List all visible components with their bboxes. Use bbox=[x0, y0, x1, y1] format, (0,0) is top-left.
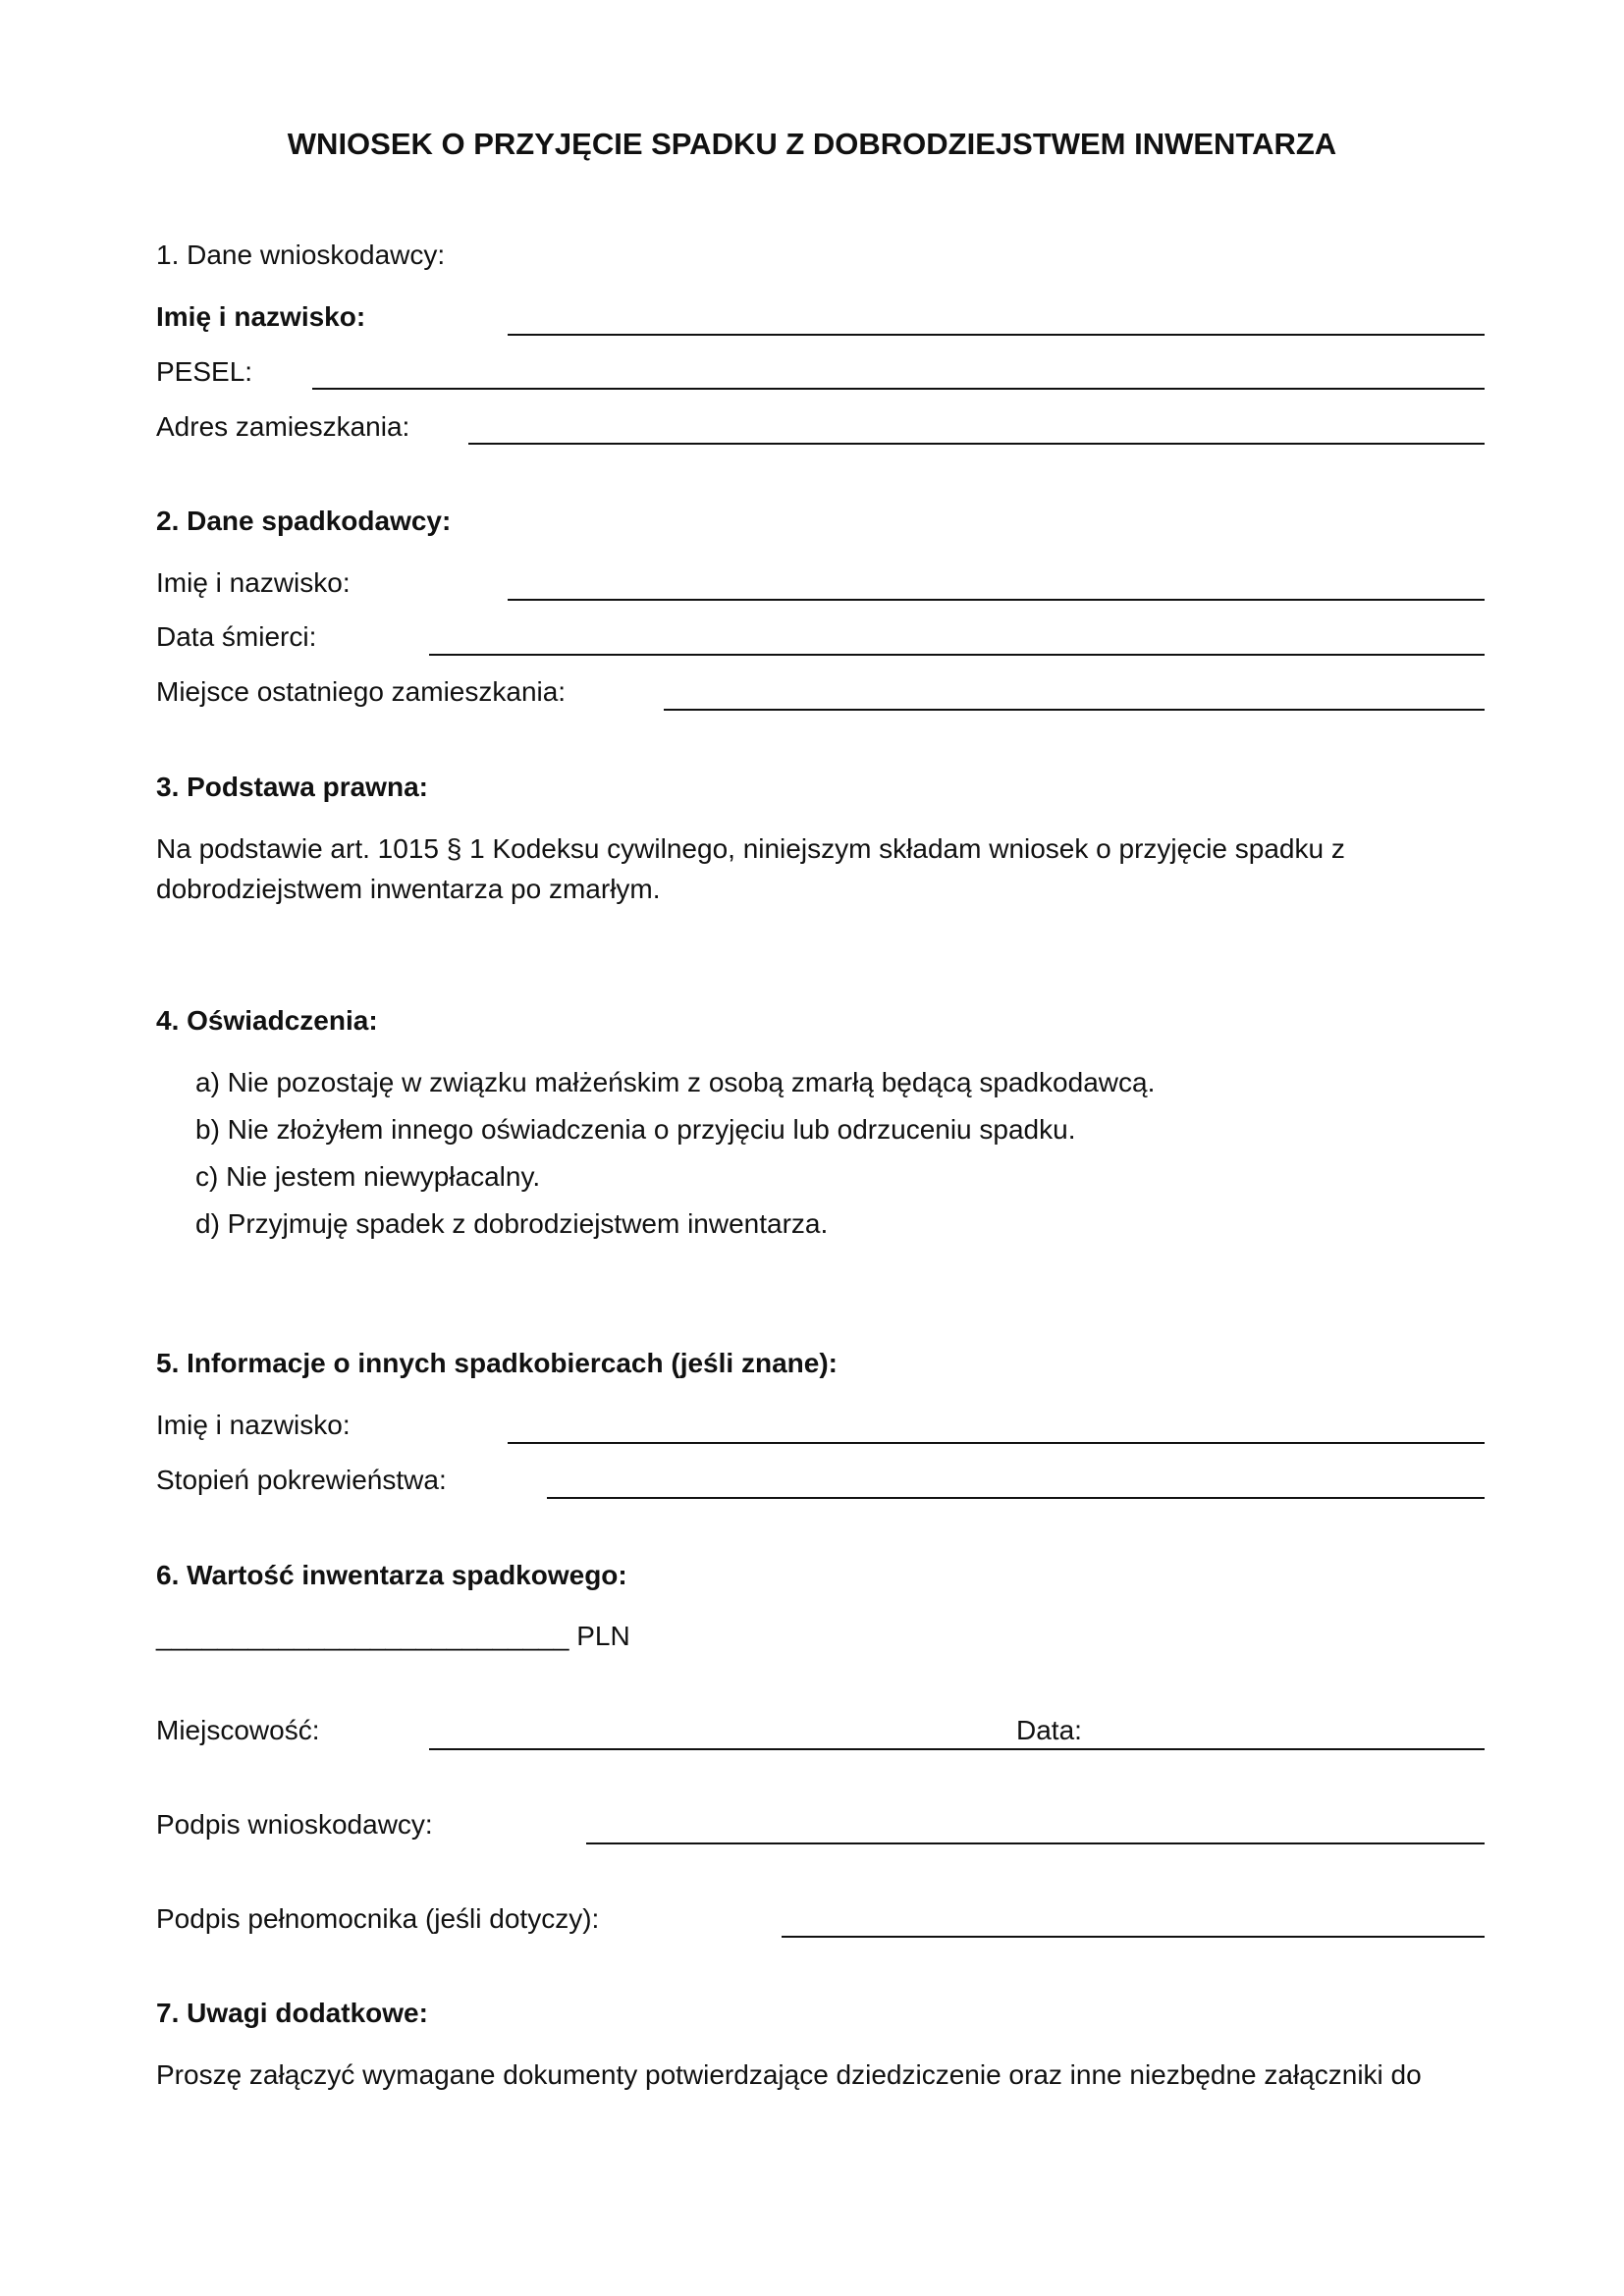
section4-heading: 4. Oświadczenia: bbox=[156, 1005, 378, 1036]
applicant-signature-label: Podpis wnioskodawcy: bbox=[156, 1809, 433, 1840]
declaration-item: c) Nie jestem niewypłacalny. bbox=[195, 1161, 541, 1192]
kinship-degree-field[interactable] bbox=[547, 1497, 1485, 1499]
death-date-label: Data śmierci: bbox=[156, 621, 317, 652]
declaration-item: b) Nie złożyłem innego oświadczenia o przyjęciu lub odrzuceniu spadku. bbox=[195, 1114, 1076, 1145]
legal-basis-text-line2: dobrodziejstwem inwentarza po zmarłym. bbox=[156, 874, 661, 904]
section2-heading: 2. Dane spadkodawcy: bbox=[156, 506, 452, 536]
date-label: Data: bbox=[1016, 1715, 1082, 1745]
declaration-item: a) Nie pozostaję w związku małżeńskim z osobą zmarłą będącą spadkodawcą. bbox=[195, 1067, 1156, 1097]
section7-heading: 7. Uwagi dodatkowe: bbox=[156, 1998, 428, 2028]
section3-heading: 3. Podstawa prawna: bbox=[156, 772, 428, 802]
section1-heading: 1. Dane wnioskodawcy: bbox=[156, 240, 446, 270]
other-heir-name-field[interactable] bbox=[508, 1442, 1485, 1444]
declaration-item: d) Przyjmuję spadek z dobrodziejstwem inwentarza. bbox=[195, 1208, 829, 1239]
applicant-pesel-field[interactable] bbox=[312, 388, 1485, 390]
additional-notes-text: Proszę załączyć wymagane dokumenty potwierdzające dziedziczenie oraz inne niezbędne załączniki do bbox=[156, 2059, 1422, 2090]
decedent-name-field[interactable] bbox=[508, 599, 1485, 601]
section5-heading: 5. Informacje o innych spadkobiercach (jeśli znane): bbox=[156, 1348, 838, 1378]
other-heir-name-label: Imię i nazwisko: bbox=[156, 1410, 351, 1440]
decedent-name-label: Imię i nazwisko: bbox=[156, 567, 351, 598]
place-date-field[interactable] bbox=[429, 1748, 1485, 1750]
applicant-signature-field[interactable] bbox=[586, 1842, 1485, 1844]
kinship-degree-label: Stopień pokrewieństwa: bbox=[156, 1465, 447, 1495]
last-residence-label: Miejsce ostatniego zamieszkania: bbox=[156, 676, 567, 707]
applicant-name-label: Imię i nazwisko: bbox=[156, 301, 366, 332]
death-date-field[interactable] bbox=[429, 654, 1485, 656]
section6-heading: 6. Wartość inwentarza spadkowego: bbox=[156, 1560, 627, 1590]
legal-basis-text-line1: Na podstawie art. 1015 § 1 Kodeksu cywilnego, niniejszym składam wniosek o przyjęcie spadku z bbox=[156, 833, 1345, 864]
applicant-address-label: Adres zamieszkania: bbox=[156, 411, 410, 442]
proxy-signature-label: Podpis pełnomocnika (jeśli dotyczy): bbox=[156, 1903, 600, 1934]
proxy-signature-field[interactable] bbox=[782, 1936, 1485, 1938]
applicant-pesel-label: PESEL: bbox=[156, 356, 253, 387]
inventory-value-field[interactable]: ___________________________ PLN bbox=[156, 1621, 630, 1651]
last-residence-field[interactable] bbox=[664, 709, 1485, 711]
document-title: WNIOSEK O PRZYJĘCIE SPADKU Z DOBRODZIEJSTWEM INWENTARZA bbox=[287, 127, 1337, 161]
applicant-name-field[interactable] bbox=[508, 334, 1485, 336]
applicant-address-field[interactable] bbox=[468, 443, 1485, 445]
place-label: Miejscowość: bbox=[156, 1715, 320, 1745]
